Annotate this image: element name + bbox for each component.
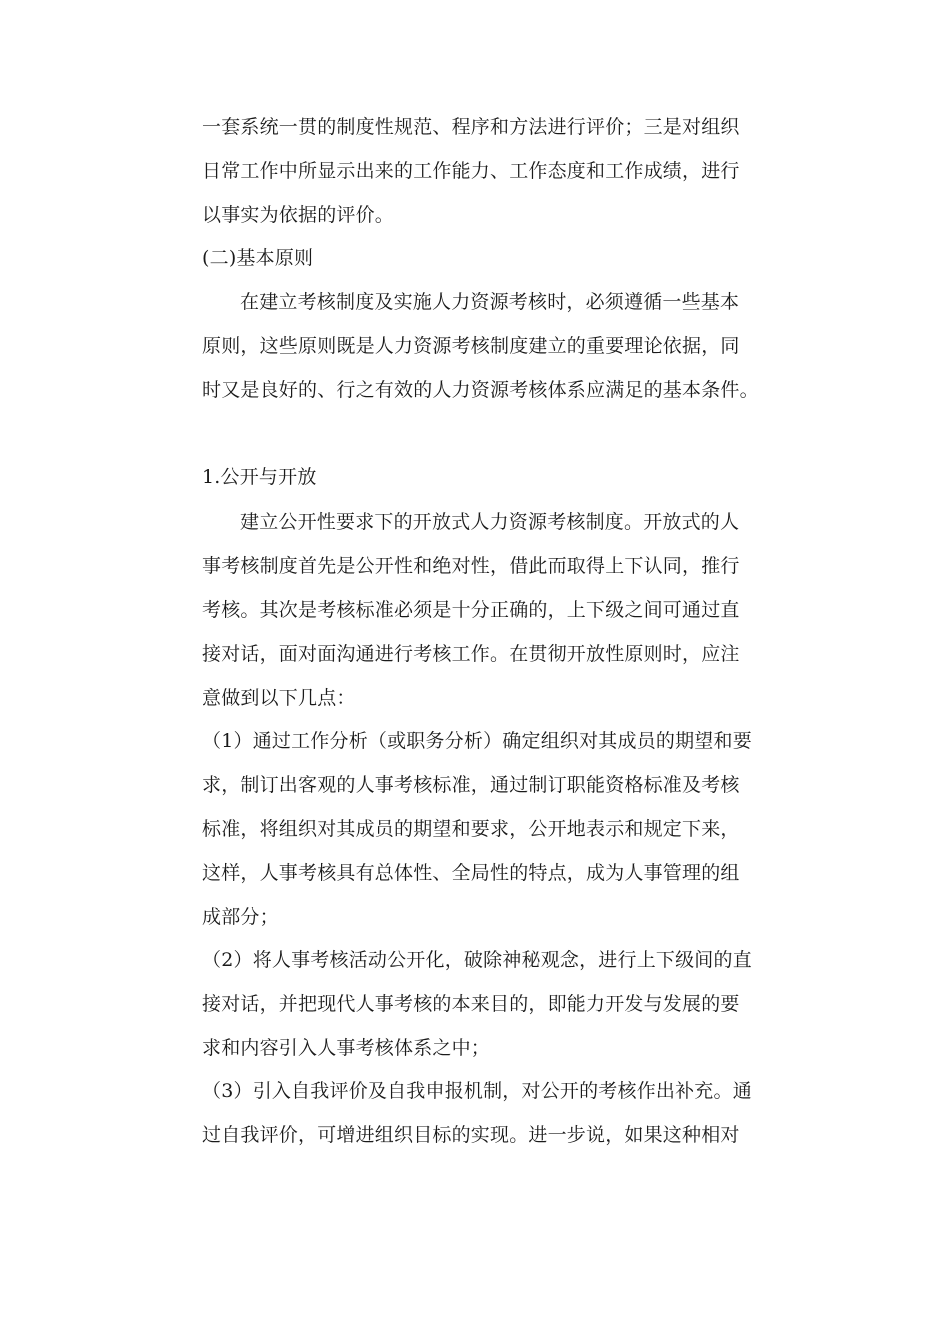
paragraph-line: 日常工作中所显示出来的工作能力、工作态度和工作成绩，进行 — [202, 160, 740, 182]
subsection-heading: 1.公开与开放 — [202, 466, 317, 488]
paragraph-line: 考核。其次是考核标准必须是十分正确的，上下级之间可通过直 — [202, 599, 740, 621]
paragraph-line: 标准，将组织对其成员的期望和要求，公开地表示和规定下来， — [202, 818, 740, 840]
paragraph-line: 原则，这些原则既是人力资源考核制度建立的重要理论依据，同 — [202, 335, 740, 357]
list-item-line: （3）引入自我评价及自我申报机制，对公开的考核作出补充。通 — [202, 1080, 752, 1102]
paragraph-line: 建立公开性要求下的开放式人力资源考核制度。开放式的人 — [240, 511, 740, 533]
section-heading: (二)基本原则 — [202, 247, 314, 269]
paragraph-line: 在建立考核制度及实施人力资源考核时，必须遵循一些基本 — [240, 291, 740, 313]
paragraph-line: 接对话，面对面沟通进行考核工作。在贯彻开放性原则时，应注 — [202, 643, 740, 665]
paragraph-line: 求，制订出客观的人事考核标准，通过制订职能资格标准及考核 — [202, 774, 740, 796]
paragraph-line: 以事实为依据的评价。 — [202, 204, 395, 226]
paragraph-line: 接对话，并把现代人事考核的本来目的，即能力开发与发展的要 — [202, 993, 740, 1015]
paragraph-line: 这样，人事考核具有总体性、全局性的特点，成为人事管理的组 — [202, 862, 740, 884]
paragraph-line: 成部分； — [202, 906, 279, 928]
list-item-line: （1）通过工作分析（或职务分析）确定组织对其成员的期望和要 — [202, 730, 752, 752]
paragraph-line: 意做到以下几点： — [202, 687, 356, 709]
paragraph-line: 求和内容引入人事考核体系之中； — [202, 1037, 491, 1059]
paragraph-line: 事考核制度首先是公开性和绝对性，借此而取得上下认同，推行 — [202, 555, 740, 577]
paragraph-line: 时又是良好的、行之有效的人力资源考核体系应满足的基本条件。 — [202, 379, 759, 401]
list-item-line: （2）将人事考核活动公开化，破除神秘观念，进行上下级间的直 — [202, 949, 752, 971]
paragraph-line: 过自我评价，可增进组织目标的实现。进一步说，如果这种相对 — [202, 1124, 740, 1146]
paragraph-line: 一套系统一贯的制度性规范、程序和方法进行评价；三是对组织 — [202, 116, 740, 138]
